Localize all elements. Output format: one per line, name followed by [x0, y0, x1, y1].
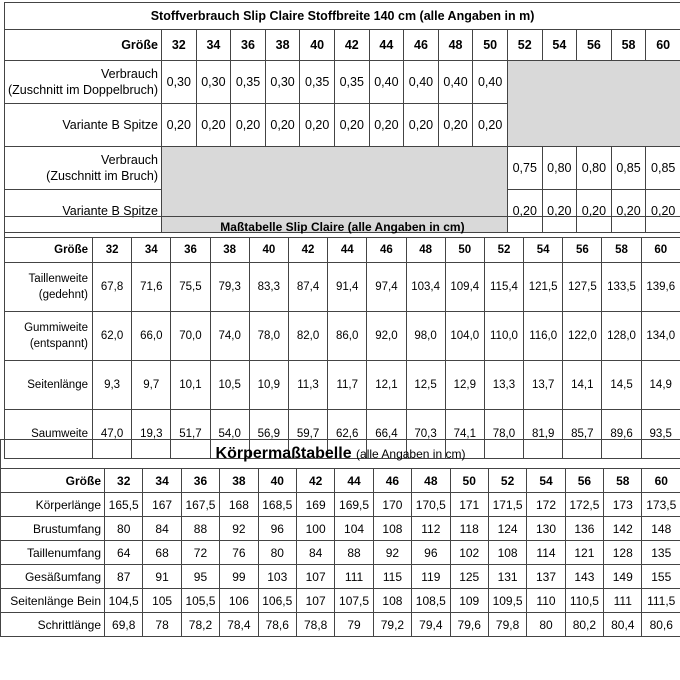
size-header: 44 — [328, 238, 367, 263]
table-cell: 0,20 — [542, 190, 577, 233]
table-cell: 173 — [604, 493, 642, 517]
table-cell: 169 — [296, 493, 334, 517]
table-cell: 9,7 — [132, 361, 171, 410]
table-cell: 14,5 — [602, 361, 641, 410]
table-cell: 107 — [296, 565, 334, 589]
table-cell: 137 — [527, 565, 565, 589]
table-row — [1, 493, 680, 517]
table-cell: 64 — [105, 541, 143, 565]
table-cell: 106 — [220, 589, 258, 613]
table-cell: 103,4 — [406, 263, 445, 312]
table-cell: 80,4 — [604, 613, 642, 637]
table-cell: 72 — [181, 541, 219, 565]
size-header: 32 — [105, 469, 143, 493]
size-header: 58 — [604, 469, 642, 493]
table-cell: 107 — [296, 589, 334, 613]
table-row — [5, 361, 680, 410]
garment-measurement-title: Maßtabelle Slip Claire (alle Angaben in cm) — [5, 217, 680, 238]
table-cell: 133,5 — [602, 263, 641, 312]
table-cell: 0,35 — [334, 61, 369, 104]
table-row — [5, 312, 680, 361]
garment-measurement-table — [4, 216, 680, 459]
table-cell: 62,6 — [328, 410, 367, 459]
table-cell: 139,6 — [641, 263, 680, 312]
size-header: 36 — [231, 30, 266, 61]
table-cell: 0,20 — [507, 190, 542, 233]
table-cell: 13,3 — [484, 361, 523, 410]
table-cell: 80,2 — [565, 613, 603, 637]
table-cell: 97,4 — [367, 263, 406, 312]
table-cell: 103 — [258, 565, 296, 589]
table-cell: 112 — [412, 517, 450, 541]
table-cell: 171,5 — [488, 493, 526, 517]
table-cell: 80 — [105, 517, 143, 541]
size-header: 60 — [646, 30, 680, 61]
table-cell: 12,1 — [367, 361, 406, 410]
table-cell: 108,5 — [412, 589, 450, 613]
table-cell: 118 — [450, 517, 488, 541]
size-header-label: Größe — [5, 30, 162, 61]
table-cell: 109,4 — [445, 263, 484, 312]
row-label: Taillenweite (gedehnt) — [5, 263, 93, 312]
size-header: 40 — [258, 469, 296, 493]
table-cell: 78,0 — [249, 312, 288, 361]
table-cell: 173,5 — [642, 493, 680, 517]
table-cell: 109 — [450, 589, 488, 613]
size-header: 56 — [563, 238, 602, 263]
table-cell: 59,7 — [288, 410, 327, 459]
table-cell: 84 — [143, 517, 181, 541]
table-cell: 114 — [527, 541, 565, 565]
table-cell: 106,5 — [258, 589, 296, 613]
table-cell: 172 — [527, 493, 565, 517]
table-cell: 98,0 — [406, 312, 445, 361]
size-header: 32 — [93, 238, 132, 263]
table-cell: 100 — [296, 517, 334, 541]
table-cell: 111,5 — [642, 589, 680, 613]
table-cell: 68 — [143, 541, 181, 565]
size-header: 50 — [473, 30, 508, 61]
table-cell: 172,5 — [565, 493, 603, 517]
table-cell: 69,8 — [105, 613, 143, 637]
table-cell: 78 — [143, 613, 181, 637]
table-cell: 10,5 — [210, 361, 249, 410]
table-cell: 168 — [220, 493, 258, 517]
table-cell: 76 — [220, 541, 258, 565]
table-cell: 78,0 — [484, 410, 523, 459]
table-cell: 79,4 — [412, 613, 450, 637]
table-cell: 165,5 — [105, 493, 143, 517]
size-header: 54 — [542, 30, 577, 61]
size-header: 50 — [445, 238, 484, 263]
table-cell: 105,5 — [181, 589, 219, 613]
row-label: Gesäßumfang — [1, 565, 105, 589]
table-cell: 80 — [258, 541, 296, 565]
table-cell: 130 — [527, 517, 565, 541]
size-header: 50 — [450, 469, 488, 493]
table-cell: 11,7 — [328, 361, 367, 410]
table-cell: 51,7 — [171, 410, 210, 459]
table-cell: 74,1 — [445, 410, 484, 459]
table-cell: 11,3 — [288, 361, 327, 410]
fabric-consumption-title: Stoffverbrauch Slip Claire Stoffbreite 140 cm (alle Angaben in m) — [5, 3, 680, 30]
table-cell: 71,6 — [132, 263, 171, 312]
table-cell: 0,85 — [646, 147, 680, 190]
table-cell: 0,40 — [369, 61, 404, 104]
table-cell: 0,40 — [438, 61, 473, 104]
table-cell: 0,20 — [577, 190, 612, 233]
table-cell: 121 — [565, 541, 603, 565]
table-cell: 86,0 — [328, 312, 367, 361]
table-cell: 0,35 — [231, 61, 266, 104]
table-cell: 107,5 — [335, 589, 373, 613]
row-label: Variante B Spitze — [5, 104, 162, 147]
table-cell: 143 — [565, 565, 603, 589]
table-cell: 0,20 — [438, 104, 473, 147]
table-cell: 54,0 — [210, 410, 249, 459]
table-cell: 88 — [335, 541, 373, 565]
row-label: Körperlänge — [1, 493, 105, 517]
size-header: 58 — [611, 30, 646, 61]
table-cell: 104 — [335, 517, 373, 541]
table-cell: 105 — [143, 589, 181, 613]
table-cell: 167,5 — [181, 493, 219, 517]
table-row — [1, 565, 680, 589]
table-cell: 89,6 — [602, 410, 641, 459]
table-cell: 111 — [335, 565, 373, 589]
size-header: 34 — [143, 469, 181, 493]
table-row — [1, 541, 680, 565]
table-cell: 14,1 — [563, 361, 602, 410]
size-header: 42 — [296, 469, 334, 493]
table-cell: 75,5 — [171, 263, 210, 312]
table-cell: 91,4 — [328, 263, 367, 312]
table-cell: 0,40 — [404, 61, 439, 104]
size-header: 38 — [210, 238, 249, 263]
size-header: 48 — [412, 469, 450, 493]
table-cell: 96 — [258, 517, 296, 541]
size-header: 34 — [132, 238, 171, 263]
table-cell: 87 — [105, 565, 143, 589]
table-cell: 19,3 — [132, 410, 171, 459]
table-row — [1, 613, 680, 637]
size-header: 48 — [438, 30, 473, 61]
table-cell: 104,5 — [105, 589, 143, 613]
table-cell: 167 — [143, 493, 181, 517]
row-label: Taillenumfang — [1, 541, 105, 565]
size-header: 34 — [196, 30, 231, 61]
size-header: 60 — [642, 469, 680, 493]
size-header: 56 — [565, 469, 603, 493]
size-header: 40 — [249, 238, 288, 263]
row-label: Verbrauch (Zuschnitt im Bruch) — [5, 147, 162, 190]
table-cell: 0,40 — [473, 61, 508, 104]
table-cell: 92,0 — [367, 312, 406, 361]
size-header-label: Größe — [1, 469, 105, 493]
table-cell: 9,3 — [93, 361, 132, 410]
table-cell: 135 — [642, 541, 680, 565]
table-cell: 108 — [373, 589, 411, 613]
table-row — [1, 589, 680, 613]
table-cell: 79,6 — [450, 613, 488, 637]
table-cell: 67,8 — [93, 263, 132, 312]
table-cell: 155 — [642, 565, 680, 589]
row-label: Seitenlänge Bein — [1, 589, 105, 613]
table-cell: 14,9 — [641, 361, 680, 410]
table-cell: 80,6 — [642, 613, 680, 637]
size-header: 52 — [507, 30, 542, 61]
table-cell: 0,30 — [265, 61, 300, 104]
table-cell: 109,5 — [488, 589, 526, 613]
table-cell: 78,8 — [296, 613, 334, 637]
table-cell: 70,3 — [406, 410, 445, 459]
table-cell: 134,0 — [641, 312, 680, 361]
table-cell: 0,20 — [300, 104, 335, 147]
table-cell: 170 — [373, 493, 411, 517]
table-cell: 148 — [642, 517, 680, 541]
table-cell: 108 — [488, 541, 526, 565]
table-cell: 0,20 — [473, 104, 508, 147]
table-cell: 47,0 — [93, 410, 132, 459]
table-cell: 136 — [565, 517, 603, 541]
table-cell: 13,7 — [524, 361, 563, 410]
size-header: 42 — [334, 30, 369, 61]
table-cell: 80 — [527, 613, 565, 637]
table-cell: 78,4 — [220, 613, 258, 637]
table-cell: 91 — [143, 565, 181, 589]
table-cell: 110,0 — [484, 312, 523, 361]
table-cell: 0,30 — [196, 61, 231, 104]
table-cell: 121,5 — [524, 263, 563, 312]
row-label: Gummiweite (entspannt) — [5, 312, 93, 361]
table-cell: 119 — [412, 565, 450, 589]
size-header: 52 — [488, 469, 526, 493]
table-cell: 74,0 — [210, 312, 249, 361]
table-cell: 0,80 — [577, 147, 612, 190]
gray-filler — [507, 61, 680, 147]
consumption-fold-row — [5, 147, 680, 190]
table-cell: 82,0 — [288, 312, 327, 361]
size-header-label: Größe — [5, 238, 93, 263]
table-cell: 0,85 — [611, 147, 646, 190]
table-cell: 66,0 — [132, 312, 171, 361]
body-measurement-title: Körpermaßtabelle (alle Angaben in cm) — [1, 440, 680, 469]
table-cell: 111 — [604, 589, 642, 613]
consumption-double-fold-row — [5, 61, 680, 104]
table-cell: 170,5 — [412, 493, 450, 517]
body-measurement-table — [0, 439, 680, 637]
table-cell: 62,0 — [93, 312, 132, 361]
size-header: 48 — [406, 238, 445, 263]
table-row — [1, 517, 680, 541]
size-header: 44 — [335, 469, 373, 493]
table-cell: 104,0 — [445, 312, 484, 361]
fabric-consumption-table — [4, 2, 680, 233]
size-header: 46 — [367, 238, 406, 263]
table-cell: 87,4 — [288, 263, 327, 312]
table-cell: 79,3 — [210, 263, 249, 312]
table-cell: 116,0 — [524, 312, 563, 361]
table-cell: 110 — [527, 589, 565, 613]
table-cell: 102 — [450, 541, 488, 565]
row-label: Brustumfang — [1, 517, 105, 541]
table-cell: 81,9 — [524, 410, 563, 459]
table-cell: 127,5 — [563, 263, 602, 312]
table-cell: 79 — [335, 613, 373, 637]
table-cell: 0,20 — [334, 104, 369, 147]
table-row — [5, 263, 680, 312]
table-cell: 0,20 — [646, 190, 680, 233]
table-cell: 125 — [450, 565, 488, 589]
garment-size-header-row — [5, 238, 680, 263]
fabric-size-header-row — [5, 30, 680, 61]
row-label: Saumweite — [5, 410, 93, 459]
size-header: 54 — [524, 238, 563, 263]
table-cell: 70,0 — [171, 312, 210, 361]
size-header: 32 — [162, 30, 197, 61]
size-header: 40 — [300, 30, 335, 61]
table-cell: 92 — [220, 517, 258, 541]
size-header: 46 — [373, 469, 411, 493]
table-cell: 142 — [604, 517, 642, 541]
table-cell: 0,20 — [231, 104, 266, 147]
table-cell: 168,5 — [258, 493, 296, 517]
table-cell: 92 — [373, 541, 411, 565]
row-label: Variante B Spitze — [5, 190, 162, 233]
table-cell: 10,9 — [249, 361, 288, 410]
size-header: 38 — [265, 30, 300, 61]
size-header: 36 — [181, 469, 219, 493]
table-cell: 0,20 — [404, 104, 439, 147]
size-header: 42 — [288, 238, 327, 263]
table-cell: 78,2 — [181, 613, 219, 637]
table-cell: 79,2 — [373, 613, 411, 637]
table-cell: 124 — [488, 517, 526, 541]
table-cell: 84 — [296, 541, 334, 565]
table-cell: 0,20 — [369, 104, 404, 147]
table-cell: 56,9 — [249, 410, 288, 459]
row-label: Seitenlänge — [5, 361, 93, 410]
size-header: 44 — [369, 30, 404, 61]
table-cell: 88 — [181, 517, 219, 541]
table-cell: 128,0 — [602, 312, 641, 361]
table-cell: 115,4 — [484, 263, 523, 312]
table-cell: 12,5 — [406, 361, 445, 410]
table-cell: 0,35 — [300, 61, 335, 104]
size-header: 54 — [527, 469, 565, 493]
table-cell: 131 — [488, 565, 526, 589]
row-label: Schrittlänge — [1, 613, 105, 637]
table-cell: 85,7 — [563, 410, 602, 459]
table-cell: 12,9 — [445, 361, 484, 410]
table-cell: 108 — [373, 517, 411, 541]
table-cell: 0,30 — [162, 61, 197, 104]
table-cell: 0,20 — [162, 104, 197, 147]
table-cell: 149 — [604, 565, 642, 589]
table-cell: 93,5 — [641, 410, 680, 459]
table-cell: 0,20 — [265, 104, 300, 147]
table-cell: 95 — [181, 565, 219, 589]
size-header: 56 — [577, 30, 612, 61]
size-header: 38 — [220, 469, 258, 493]
table-cell: 78,6 — [258, 613, 296, 637]
table-cell: 10,1 — [171, 361, 210, 410]
table-cell: 0,75 — [507, 147, 542, 190]
table-cell: 115 — [373, 565, 411, 589]
size-header: 36 — [171, 238, 210, 263]
size-header: 46 — [404, 30, 439, 61]
table-cell: 122,0 — [563, 312, 602, 361]
table-cell: 66,4 — [367, 410, 406, 459]
table-cell: 169,5 — [335, 493, 373, 517]
table-cell: 0,20 — [196, 104, 231, 147]
table-cell: 110,5 — [565, 589, 603, 613]
size-header: 58 — [602, 238, 641, 263]
table-cell: 99 — [220, 565, 258, 589]
size-header: 52 — [484, 238, 523, 263]
table-cell: 96 — [412, 541, 450, 565]
table-cell: 83,3 — [249, 263, 288, 312]
size-header: 60 — [641, 238, 680, 263]
table-cell: 171 — [450, 493, 488, 517]
body-size-header-row — [1, 469, 680, 493]
table-cell: 79,8 — [488, 613, 526, 637]
table-cell: 128 — [604, 541, 642, 565]
row-label: Verbrauch (Zuschnitt im Doppelbruch) — [5, 61, 162, 104]
table-cell: 0,80 — [542, 147, 577, 190]
table-cell: 0,20 — [611, 190, 646, 233]
